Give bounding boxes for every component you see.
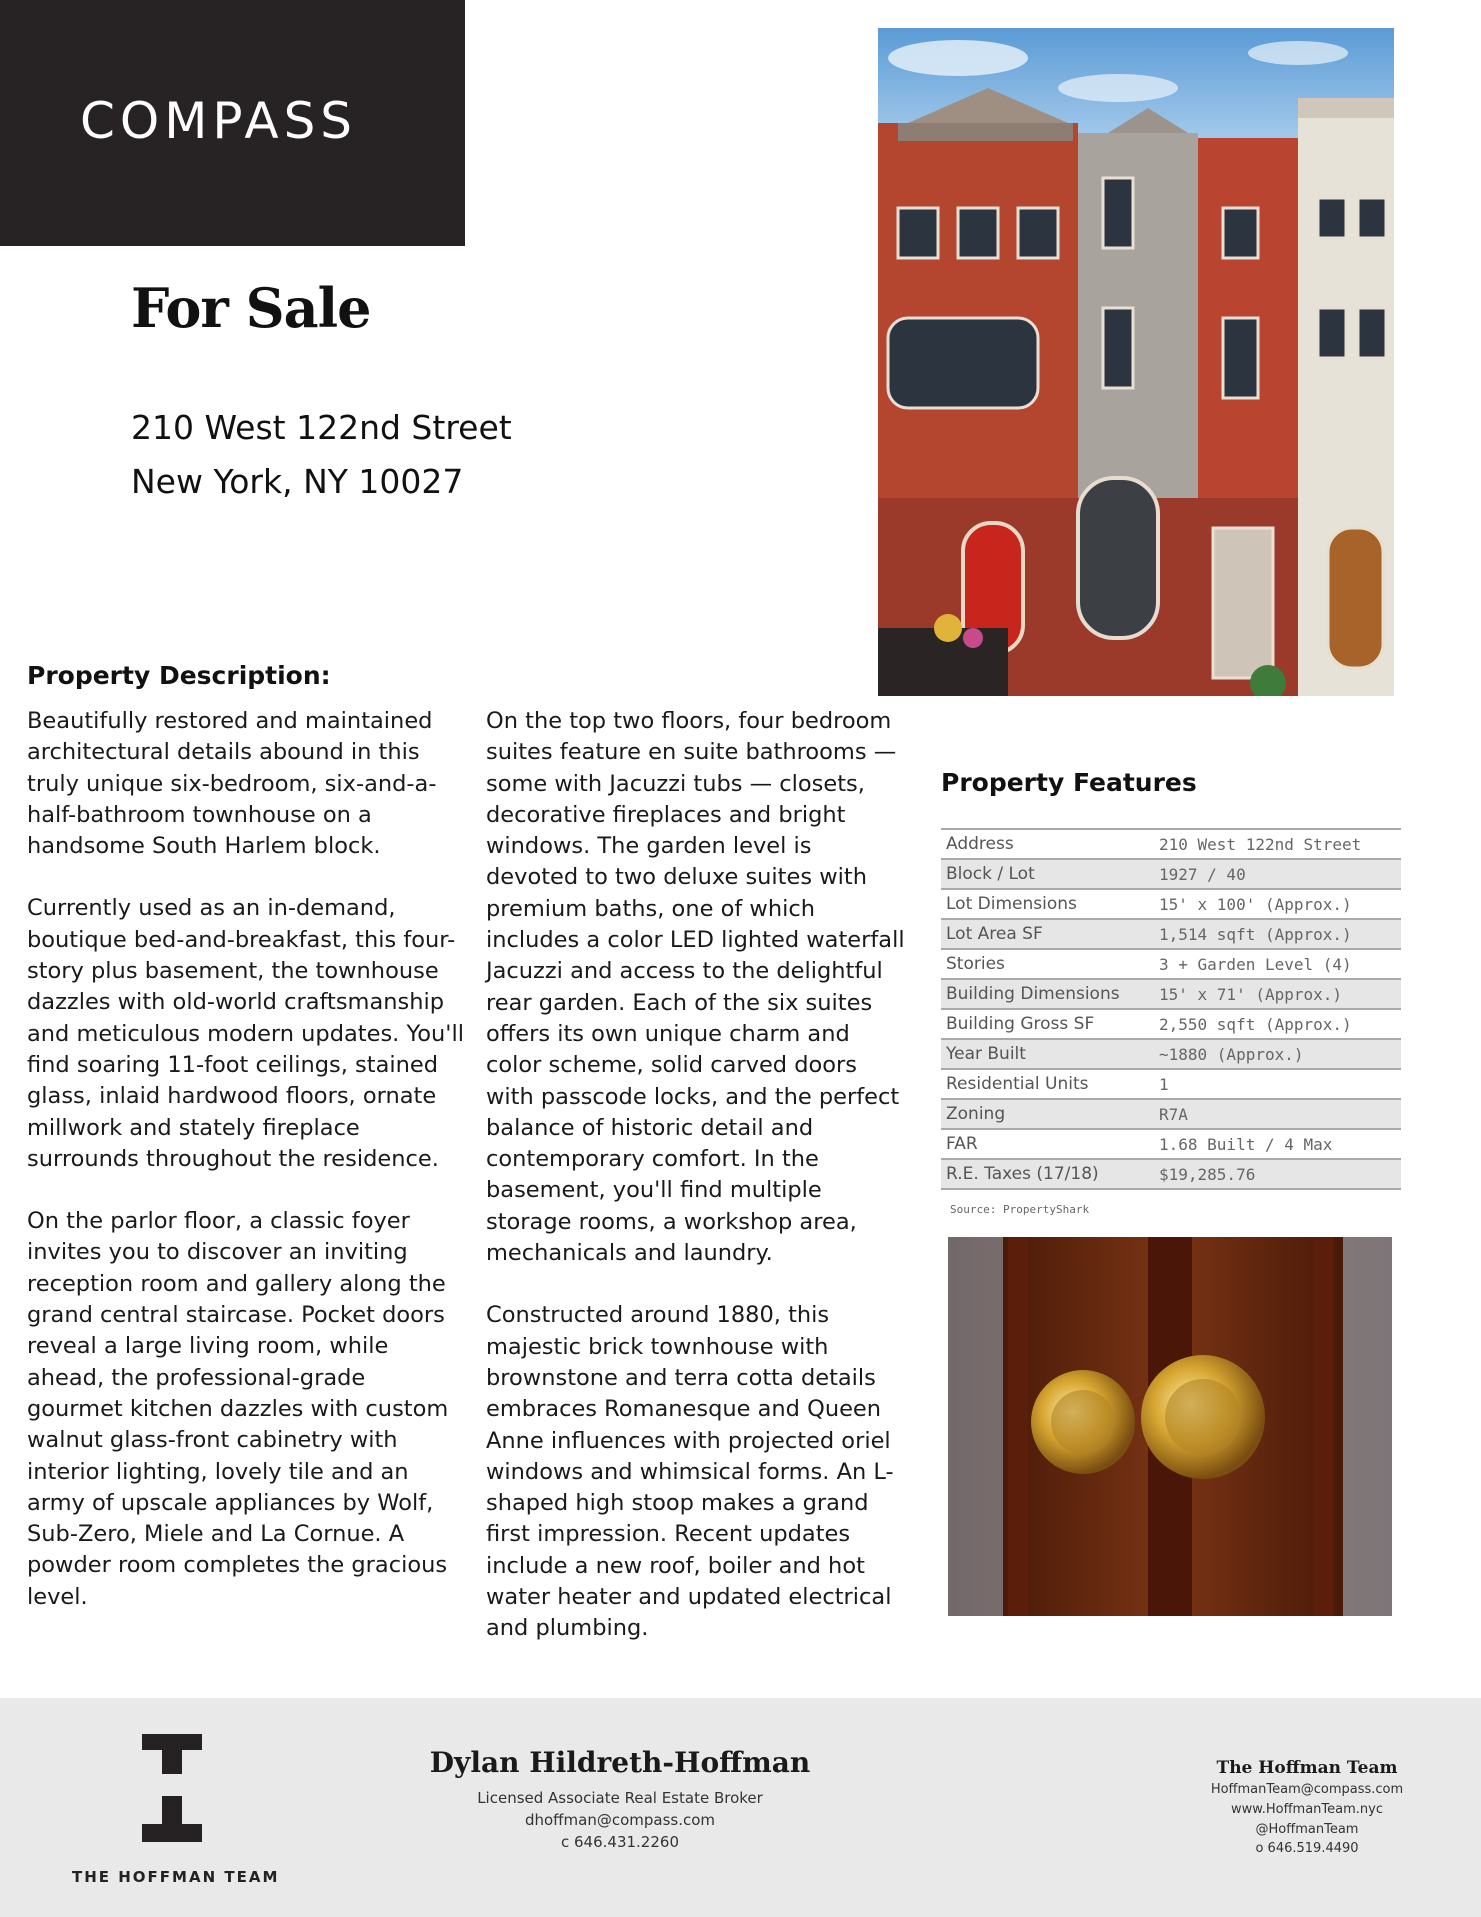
feature-value: ~1880 (Approx.) — [1159, 1044, 1304, 1064]
feature-value: 210 West 122nd Street — [1159, 834, 1362, 854]
feature-label: Address — [946, 834, 1014, 854]
features-heading: Property Features — [941, 768, 1197, 797]
feature-value: 1,514 sqft (Approx.) — [1159, 924, 1352, 944]
feature-value: 1 — [1159, 1074, 1169, 1094]
agent-name: Dylan Hildreth-Hoffman — [429, 1746, 811, 1779]
hoffman-team-logo-icon — [142, 1734, 202, 1842]
address-line-2: New York, NY 10027 — [131, 462, 464, 501]
feature-label: Lot Area SF — [946, 924, 1043, 944]
building-photo — [878, 28, 1394, 696]
listing-status: For Sale — [131, 276, 371, 340]
table-row — [941, 1099, 1401, 1129]
table-row — [941, 889, 1401, 919]
table-row — [941, 919, 1401, 949]
feature-label: Lot Dimensions — [946, 894, 1077, 914]
description-paragraph: On the top two floors, four bedroom suites feature en suite bathrooms — some with Jacuzzi tubs — closets, decorative fireplaces and bright windows. The garden level is devoted to two deluxe suites with premium baths, one of which includes a color LED lighted waterfall Jacuzzi and access to the delightful rear garden. Each of the six suites offers its own unique charm and color scheme, solid carved doors with passcode locks, and the perfect balance of historic detail and contemporary comfort. In the basement, you'll find multiple storage rooms, a workshop area, mechanicals and laundry. — [486, 708, 905, 1267]
feature-value: 1927 / 40 — [1159, 864, 1246, 884]
agent-phone: c 646.431.2260 — [561, 1833, 679, 1851]
feature-value: $19,285.76 — [1159, 1164, 1256, 1184]
table-row — [941, 1129, 1401, 1159]
hoffman-team-logo-text: THE HOFFMAN TEAM — [72, 1868, 280, 1886]
compass-logo-block — [0, 0, 465, 246]
agent-title: Licensed Associate Real Estate Broker — [477, 1789, 763, 1807]
table-row — [941, 859, 1401, 889]
description-heading: Property Description: — [27, 661, 331, 690]
team-phone: o 646.519.4490 — [1255, 1841, 1359, 1856]
description-column-2 — [486, 706, 906, 1676]
feature-value: R7A — [1159, 1104, 1188, 1124]
features-source: Source: PropertyShark — [950, 1203, 1090, 1216]
description-column-1 — [27, 706, 467, 1644]
team-handle: @HoffmanTeam — [1255, 1822, 1359, 1837]
compass-logo: COMPASS — [80, 92, 358, 150]
feature-label: Residential Units — [946, 1074, 1089, 1094]
feature-label: Building Gross SF — [946, 1014, 1095, 1034]
table-row — [941, 829, 1401, 859]
description-paragraph: On the parlor floor, a classic foyer invites you to discover an inviting reception room and gallery along the grand central staircase. Pocket doors reveal a large living room, while ahead, the professional-grade gourmet kitchen dazzles with custom walnut glass-front cabinetry with interior lighting, lovely tile and an army of upscale appliances by Wolf, Sub-Zero, Miele and La Cornue. A powder room completes the gracious level. — [27, 1208, 449, 1610]
feature-label: Stories — [946, 954, 1005, 974]
door-photo — [948, 1237, 1392, 1616]
team-email[interactable]: HoffmanTeam@compass.com — [1210, 1782, 1404, 1797]
features-table — [941, 828, 1401, 1190]
description-paragraph: Constructed around 1880, this majestic brick townhouse with brownstone and terra cotta details embraces Romanesque and Queen Anne influences with projected oriel windows and whimsical forms. An L-shaped high stoop makes a grand first impression. Recent updates include a new roof, boiler and hot water heater and updated electrical and plumbing. — [486, 1302, 894, 1642]
table-row — [941, 949, 1401, 979]
feature-label: Year Built — [946, 1044, 1026, 1064]
feature-label: Zoning — [946, 1104, 1006, 1124]
feature-value: 3 + Garden Level (4) — [1159, 954, 1352, 974]
feature-value: 1.68 Built / 4 Max — [1159, 1134, 1333, 1154]
feature-value: 2,550 sqft (Approx.) — [1159, 1014, 1352, 1034]
table-row — [941, 1069, 1401, 1099]
team-website[interactable]: www.HoffmanTeam.nyc — [1231, 1802, 1383, 1817]
table-row — [941, 1009, 1401, 1039]
team-name: The Hoffman Team — [1216, 1758, 1398, 1778]
table-row — [941, 979, 1401, 1009]
feature-label: Building Dimensions — [946, 984, 1120, 1004]
agent-email[interactable]: dhoffman@compass.com — [524, 1811, 716, 1829]
feature-label: Block / Lot — [946, 864, 1035, 884]
address-line-1: 210 West 122nd Street — [131, 408, 512, 447]
feature-value: 15' x 71' (Approx.) — [1159, 984, 1343, 1004]
feature-value: 15' x 100' (Approx.) — [1159, 894, 1352, 914]
description-paragraph: Beautifully restored and maintained architectural details abound in this truly unique six-bedroom, six-and-a-half-bathroom townhouse on a handsome South Harlem block. — [27, 708, 437, 860]
table-row — [941, 1159, 1401, 1189]
table-row — [941, 1039, 1401, 1069]
feature-label: R.E. Taxes (17/18) — [946, 1164, 1099, 1184]
description-paragraph: Currently used as an in-demand, boutique bed-and-breakfast, this four-story plus basement, the townhouse dazzles with old-world craftsmanship and meticulous modern updates. You'll find soaring 11-foot ceilings, stained glass, inlaid hardwood floors, ornate millwork and stately fireplace surrounds throughout the residence. — [27, 895, 464, 1172]
feature-label: FAR — [946, 1134, 978, 1154]
